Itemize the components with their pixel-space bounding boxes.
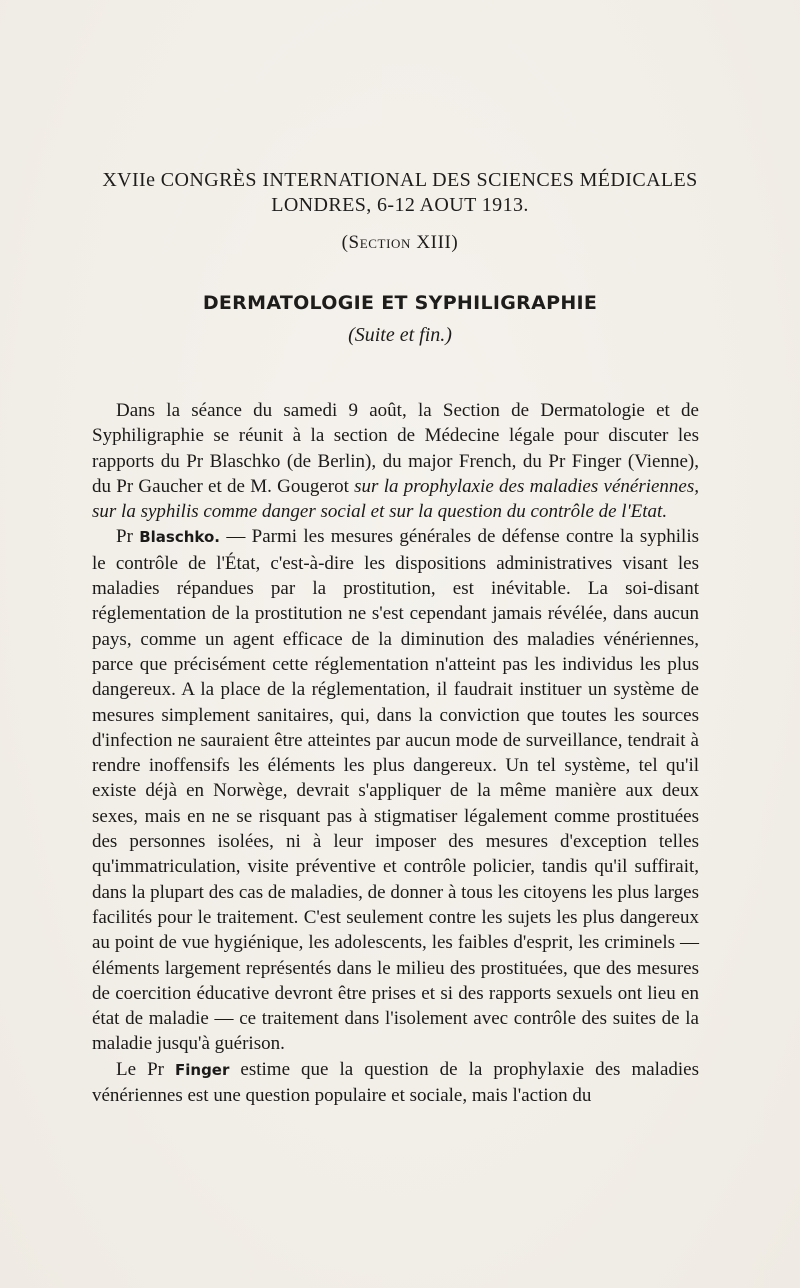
intro-text: Dans la séance du samedi 9 août, la Section de Dermatologie et de Syphiligraphie se réunit à la section de Médecine légale pour discuter les rapports du Pr Blaschko (de Berlin), du major French, du Pr Finger (Vienne), du Pr Gaucher et de M. Gougerot	[92, 400, 699, 497]
blaschko-text: — Parmi les mesures générales de défense contre la syphilis le contrôle de l'État, c'est-à-dire les dispositions administratives visant les maladies répandues par la prostitution, est inévitable. La soi-disant réglementation de la prostitution ne s'est cependant jamais révélée, dans aucun pays, comme un agent efficace de la diminution des maladies vénériennes, parce que précisément cette réglementation n'atteint pas les individus les plus dangereux. A la place de la réglementation, il faudrait instituer un système de mesures simplement sanitaires, qui, dans la conviction que toutes les sources d'infection ne sauraient être atteintes par aucun mode de surveillance, tendrait à rendre inoffensifs les éléments les plus dangereux. Un tel système, tel qu'il existe déjà en Norwège, devrait s'appliquer de la même manière aux deux sexes, mais en ne se risquant pas à stigmatiser légalement comme prostituées des personnes isolées, ni à leur imposer des mesures d'exception telles qu'immatriculation, visite préventive et contrôle policier, tandis qu'il suffirait, dans la plupart des cas de maladies, de donner à tous les citoyens les plus larges facilités pour le traitement. C'est seulement contre les sujets les plus dangereux au point de vue hygiénique, les adolescents, les faibles d'esprit, les criminels — éléments largement représentés dans le milieu des prostituées, que des mesures de coercition éducative devront être prises et si des rapports sexuels ont lieu en état de maladie — ce traitement dans l'isolement avec contrôle des suites de la maladie jusqu'à guérison.	[92, 526, 700, 1055]
paragraph-intro	[92, 398, 699, 524]
speaker-prefix: Pr	[116, 526, 133, 548]
article-body	[92, 398, 699, 1108]
finger-text: estime que la question de la prophylaxie des maladies vénériennes est une question populaire et sociale, mais l'action du	[92, 1058, 700, 1107]
article-title: DERMATOLOGIE ET SYPHILIGRAPHIE	[202, 292, 598, 314]
speaker-prefix: Le Pr	[116, 1058, 164, 1080]
congress-heading	[90, 168, 710, 218]
speaker-name-blaschko: Blaschko.	[139, 528, 221, 547]
paragraph-blaschko	[92, 524, 699, 1056]
section-label: (Section XIII)	[341, 232, 459, 253]
congress-line-2: LONDRES, 6-12 AOUT 1913.	[271, 194, 529, 216]
speaker-name-finger: Finger	[175, 1060, 230, 1079]
congress-line-1: XVIIe CONGRÈS INTERNATIONAL DES SCIENCES MÉDICALES	[102, 169, 698, 191]
intro-italic-topic: sur la prophylaxie des maladies vénériennes, sur la syphilis comme danger social et sur la question du contrôle de l'Etat.	[92, 475, 700, 523]
article-subtitle: (Suite et fin.)	[348, 324, 452, 346]
paragraph-finger	[92, 1057, 699, 1109]
